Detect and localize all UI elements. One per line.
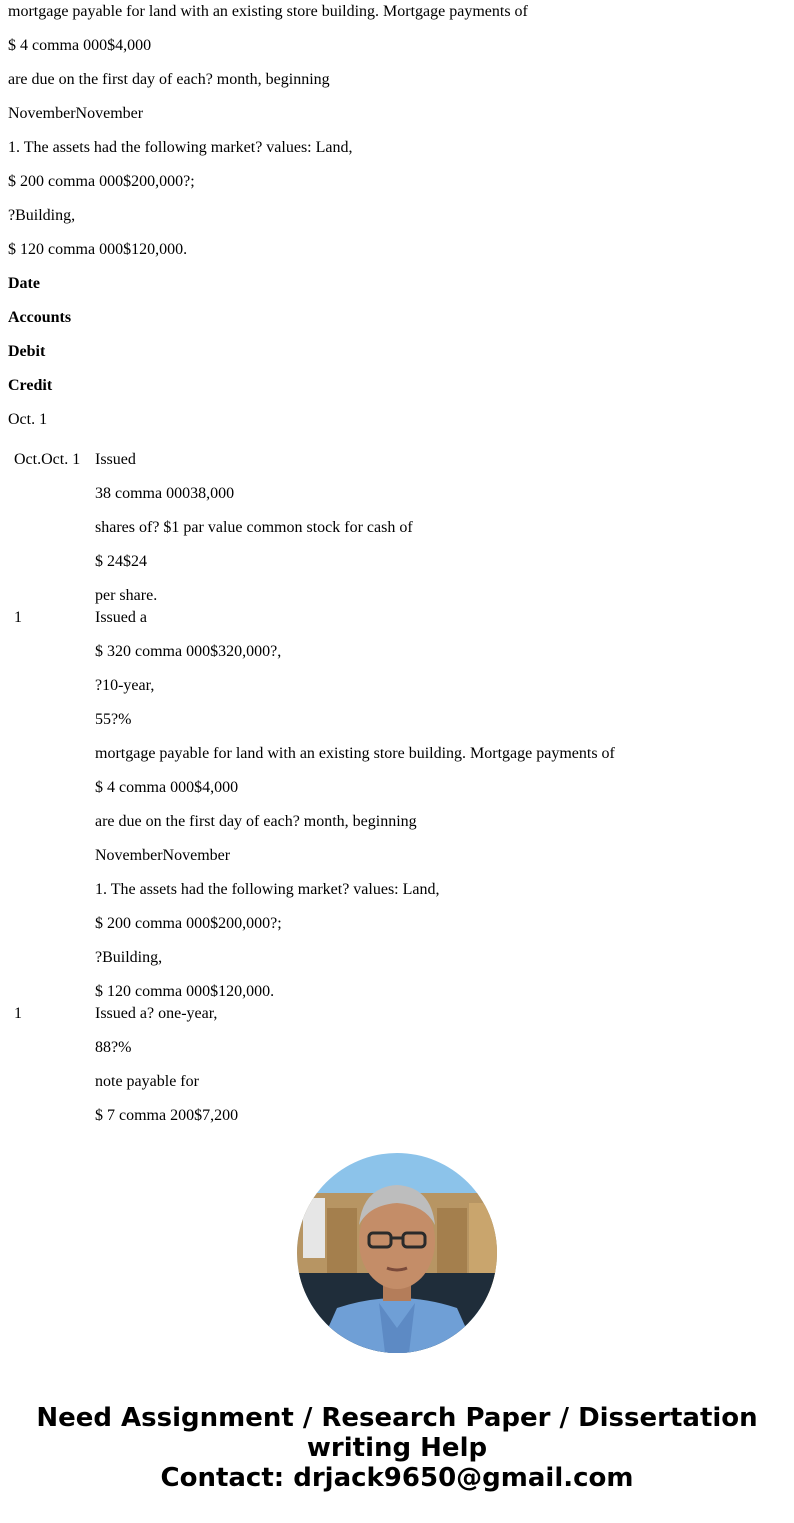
description-line: NovemberNovember [95, 847, 231, 864]
accounts-header: Accounts [8, 309, 72, 326]
description-line: shares of? $1 par value common stock for cash of [95, 519, 413, 536]
description-line: Issued a [95, 609, 147, 626]
intro-line: are due on the first day of each? month, beginning [8, 71, 330, 88]
description-line: $ 120 comma 000$120,000. [95, 983, 275, 1000]
promo-line-1: Need Assignment / Research Paper / Dissertation [36, 1403, 758, 1433]
description-line: note payable for [95, 1073, 199, 1090]
row-date: 1 [14, 1005, 22, 1022]
intro-line: $ 200 comma 000$200,000?; [8, 173, 195, 190]
description-line: mortgage payable for land with an existing store building. Mortgage payments of [95, 745, 615, 762]
row-description [95, 608, 794, 1004]
description-line: 88?% [95, 1039, 132, 1056]
description-line: 55?% [95, 711, 132, 728]
row-date: 1 [14, 609, 22, 626]
row-description [95, 1004, 794, 1128]
contact-email[interactable]: Contact: drjack9650@gmail.com [160, 1463, 634, 1493]
description-line: $ 7 comma 200$7,200 [95, 1107, 239, 1124]
description-line: $ 200 comma 000$200,000?; [95, 915, 282, 932]
row-date: Oct.Oct. 1 [14, 451, 81, 468]
intro-line: $ 4 comma 000$4,000 [8, 37, 152, 54]
promo-banner [0, 1403, 794, 1493]
description-line: 38 comma 00038,000 [95, 485, 235, 502]
row-description [95, 450, 794, 608]
debit-header: Debit [8, 343, 46, 360]
description-line: $ 4 comma 000$4,000 [95, 779, 239, 796]
description-line: Issued [95, 451, 136, 468]
description-line: $ 320 comma 000$320,000?, [95, 643, 282, 660]
intro-section [8, 0, 788, 442]
description-line: are due on the first day of each? month, beginning [95, 813, 417, 830]
description-line: ?Building, [95, 949, 163, 966]
description-line: per share. [95, 587, 158, 604]
author-avatar [297, 1153, 497, 1353]
first-date: Oct. 1 [8, 411, 48, 428]
intro-line: 1. The assets had the following market? values: Land, [8, 139, 353, 156]
intro-line: $ 120 comma 000$120,000. [8, 241, 188, 258]
intro-line: NovemberNovember [8, 105, 144, 122]
description-line: $ 24$24 [95, 553, 147, 570]
intro-line: ?Building, [8, 207, 76, 224]
description-line: Issued a? one-year, [95, 1005, 218, 1022]
credit-header: Credit [8, 377, 53, 394]
author-photo [297, 1153, 497, 1353]
journal-headers [8, 272, 788, 408]
description-line: 1. The assets had the following market? values: Land, [95, 881, 440, 898]
promo-line-2: writing Help [306, 1433, 488, 1463]
intro-line: mortgage payable for land with an existing store building. Mortgage payments of [8, 3, 528, 20]
description-line: ?10-year, [95, 677, 155, 694]
date-header: Date [8, 275, 40, 292]
